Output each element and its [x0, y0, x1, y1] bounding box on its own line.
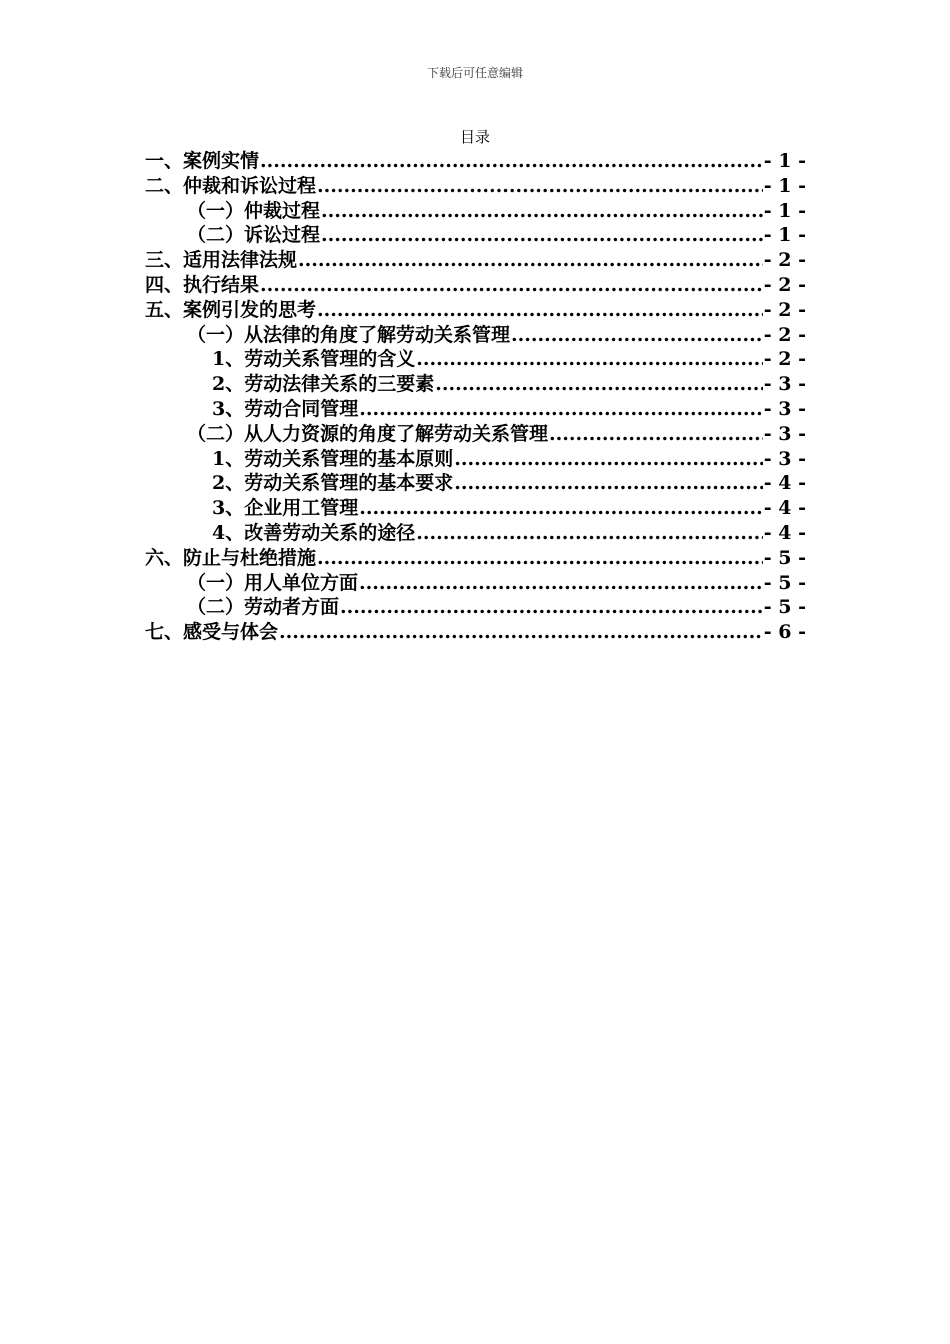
toc-entry-label: （二）劳动者方面	[187, 596, 340, 619]
toc-entry-label: 六、防止与杜绝措施	[145, 546, 317, 569]
toc-dot-leader	[317, 546, 763, 571]
toc-entry[interactable]	[145, 595, 806, 620]
toc-entry-page: - 3 -	[763, 422, 806, 445]
toc-entry-page: - 4 -	[763, 472, 806, 495]
toc-entry-page: - 5 -	[763, 571, 806, 594]
toc-entry-label: 四、执行结果	[145, 273, 260, 296]
toc-entry[interactable]	[145, 298, 806, 323]
toc-entry[interactable]	[145, 347, 806, 372]
toc-entry-label: 2、劳动关系管理的基本要求	[212, 472, 454, 495]
toc-title: 目录	[459, 128, 490, 146]
toc-entry-page: - 3 -	[763, 397, 806, 420]
toc-dot-leader	[454, 447, 763, 472]
toc-dot-leader	[298, 248, 763, 273]
header-note: 下载后可任意编辑	[426, 66, 523, 80]
toc-entry[interactable]	[145, 199, 806, 224]
toc-entry[interactable]	[145, 223, 806, 248]
toc-entry[interactable]	[145, 397, 806, 422]
toc-dot-leader	[454, 471, 763, 496]
toc-dot-leader	[317, 298, 763, 323]
toc-entry[interactable]	[145, 273, 806, 298]
toc-dot-leader	[511, 323, 763, 348]
toc-entry[interactable]	[145, 149, 806, 174]
toc-entry-page: - 3 -	[763, 373, 806, 396]
toc-entry-page: - 1 -	[763, 174, 806, 197]
toc-entry-page: - 2 -	[763, 298, 806, 321]
toc-entry-page: - 2 -	[763, 323, 806, 346]
table-of-contents	[145, 149, 806, 645]
toc-entry[interactable]	[145, 422, 806, 447]
toc-entry-label: 1、劳动关系管理的基本原则	[212, 447, 454, 470]
toc-entry-page: - 4 -	[763, 521, 806, 544]
toc-entry-label: 1、劳动关系管理的含义	[212, 348, 416, 371]
toc-entry-label: （二）诉讼过程	[187, 224, 321, 247]
toc-entry-label: （二）从人力资源的角度了解劳动关系管理	[187, 422, 549, 445]
toc-entry-page: - 5 -	[763, 546, 806, 569]
toc-entry-label: 二、仲裁和诉讼过程	[145, 174, 317, 197]
toc-dot-leader	[549, 422, 763, 447]
toc-dot-leader	[359, 571, 763, 596]
toc-entry-page: - 2 -	[763, 249, 806, 272]
toc-entry-page: - 3 -	[763, 447, 806, 470]
toc-dot-leader	[416, 347, 763, 372]
toc-entry-label: 五、案例引发的思考	[145, 298, 317, 321]
toc-entry-label: 七、感受与体会	[145, 621, 279, 644]
toc-entry-label: （一）用人单位方面	[187, 571, 359, 594]
toc-entry[interactable]	[145, 248, 806, 273]
toc-entry-page: - 1 -	[763, 199, 806, 222]
toc-entry-page: - 5 -	[763, 596, 806, 619]
toc-entry-page: - 2 -	[763, 348, 806, 371]
toc-entry-label: 4、改善劳动关系的途径	[212, 521, 416, 544]
toc-entry-page: - 4 -	[763, 497, 806, 520]
toc-dot-leader	[359, 496, 763, 521]
toc-dot-leader	[435, 372, 763, 397]
toc-entry-label: 2、劳动法律关系的三要素	[212, 373, 435, 396]
toc-entry-page: - 1 -	[763, 150, 806, 172]
toc-entry-page: - 6 -	[763, 621, 806, 644]
toc-entry[interactable]	[145, 496, 806, 521]
toc-dot-leader	[359, 397, 763, 422]
toc-entry-label: （一）仲裁过程	[187, 199, 321, 222]
toc-entry-page: - 2 -	[763, 273, 806, 296]
toc-dot-leader	[317, 174, 763, 199]
toc-dot-leader	[279, 620, 763, 645]
toc-entry-label: 3、企业用工管理	[212, 497, 359, 520]
toc-dot-leader	[416, 521, 763, 546]
toc-entry[interactable]	[145, 323, 806, 348]
toc-entry-label: 一、案例实情	[145, 150, 260, 172]
toc-entry-label: 三、适用法律法规	[145, 249, 298, 272]
toc-entry[interactable]	[145, 174, 806, 199]
toc-entry[interactable]	[145, 546, 806, 571]
toc-entry[interactable]	[145, 471, 806, 496]
toc-entry-page: - 1 -	[763, 224, 806, 247]
toc-dot-leader	[260, 273, 763, 298]
toc-dot-leader	[321, 223, 763, 248]
toc-entry[interactable]	[145, 620, 806, 645]
toc-dot-leader	[260, 149, 763, 174]
toc-entry[interactable]	[145, 571, 806, 596]
toc-entry[interactable]	[145, 447, 806, 472]
toc-entry[interactable]	[145, 372, 806, 397]
toc-dot-leader	[321, 199, 763, 224]
toc-entry[interactable]	[145, 521, 806, 546]
toc-entry-label: （一）从法律的角度了解劳动关系管理	[187, 323, 511, 346]
toc-entry-label: 3、劳动合同管理	[212, 397, 359, 420]
toc-dot-leader	[340, 595, 763, 620]
